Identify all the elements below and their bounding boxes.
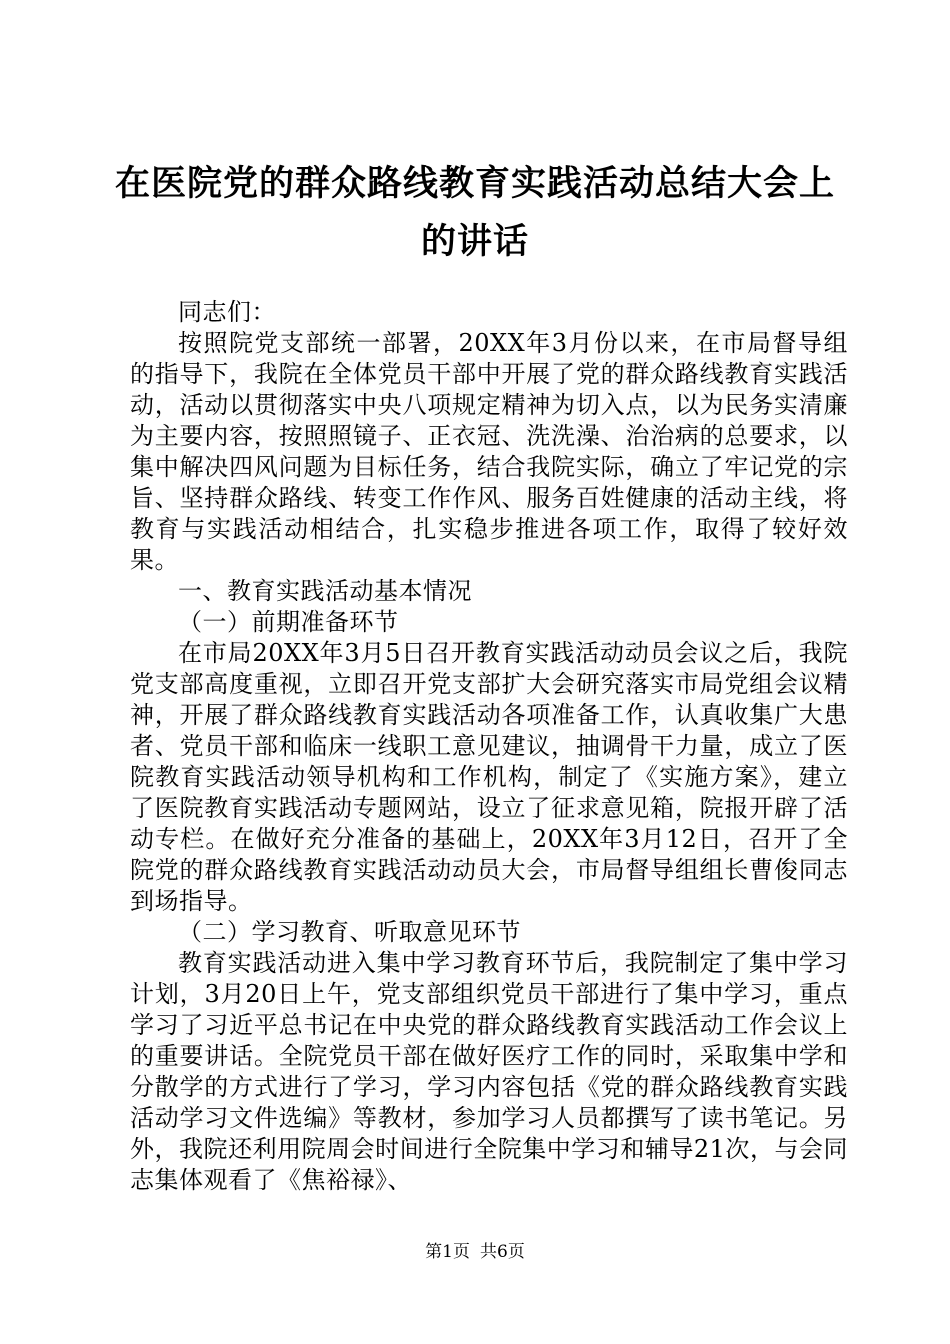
page-number: 第1页 xyxy=(425,1242,470,1262)
subsection-heading: （一）前期准备环节 xyxy=(178,608,399,636)
body-paragraph: 按照院党支部统一部署，20XX年3月份以来，在市局督导组的指导下，我院在全体党员干部中开展了党的群众路线教育实践活动，活动以贯彻落实中央八项规定精神为切入点，以为民务实清廉为主要内容，按照照镜子、正衣冠、洗洗澡、治治病的总要求，以集中解决四风问题为目标任务，结合我院实际，确立了牢记党的宗旨、坚持群众路线、转变工作作风、服务百姓健康的活动主线，将教育与实践活动相结合，扎实稳步推进各项工作，取得了较好效果。 xyxy=(130,329,848,574)
body-paragraph: 教育实践活动进入集中学习教育环节后，我院制定了集中学习计划，3月20日上午，党支部组织党员干部进行了集中学习，重点学习了习近平总书记在中央党的群众路线教育实践活动工作会议上的重要讲话。全院党员干部在做好医疗工作的同时，采取集中学和分散学的方式进行了学习，学习内容包括《党的群众路线教育实践活动学习文件选编》等教材，参加学习人员都撰写了读书笔记。另外，我院还利用院周会时间进行全院集中学习和辅导21次，与会同志集体观看了《焦裕禄》、 xyxy=(130,949,848,1194)
document-title: 在医院党的群众路线教育实践活动总结大会上的讲话 xyxy=(114,163,835,262)
body-paragraph: 在市局20XX年3月5日召开教育实践活动动员会议之后，我院党支部高度重视，立即召开党支部扩大会研究落实市局党组会议精神，开展了群众路线教育实践活动各项准备工作，认真收集广大患者、党员干部和临床一线职工意见建议，抽调骨干力量，成立了医院教育实践活动领导机构和工作机构，制定了《实施方案》，建立了医院教育实践活动专题网站，设立了征求意见箱，院报开辟了活动专栏。在做好充分准备的基础上，20XX年3月12日，召开了全院党的群众路线教育实践活动动员大会，市局督导组组长曹俊同志到场指导。 xyxy=(130,639,848,915)
subsection-heading: （二）学习教育、听取意见环节 xyxy=(178,918,521,946)
section-heading: 一、教育实践活动基本情况 xyxy=(178,577,472,605)
page-total: 共6页 xyxy=(480,1242,525,1262)
salutation: 同志们： xyxy=(178,298,276,326)
page-footer xyxy=(0,1241,950,1263)
document-body xyxy=(130,297,848,1196)
